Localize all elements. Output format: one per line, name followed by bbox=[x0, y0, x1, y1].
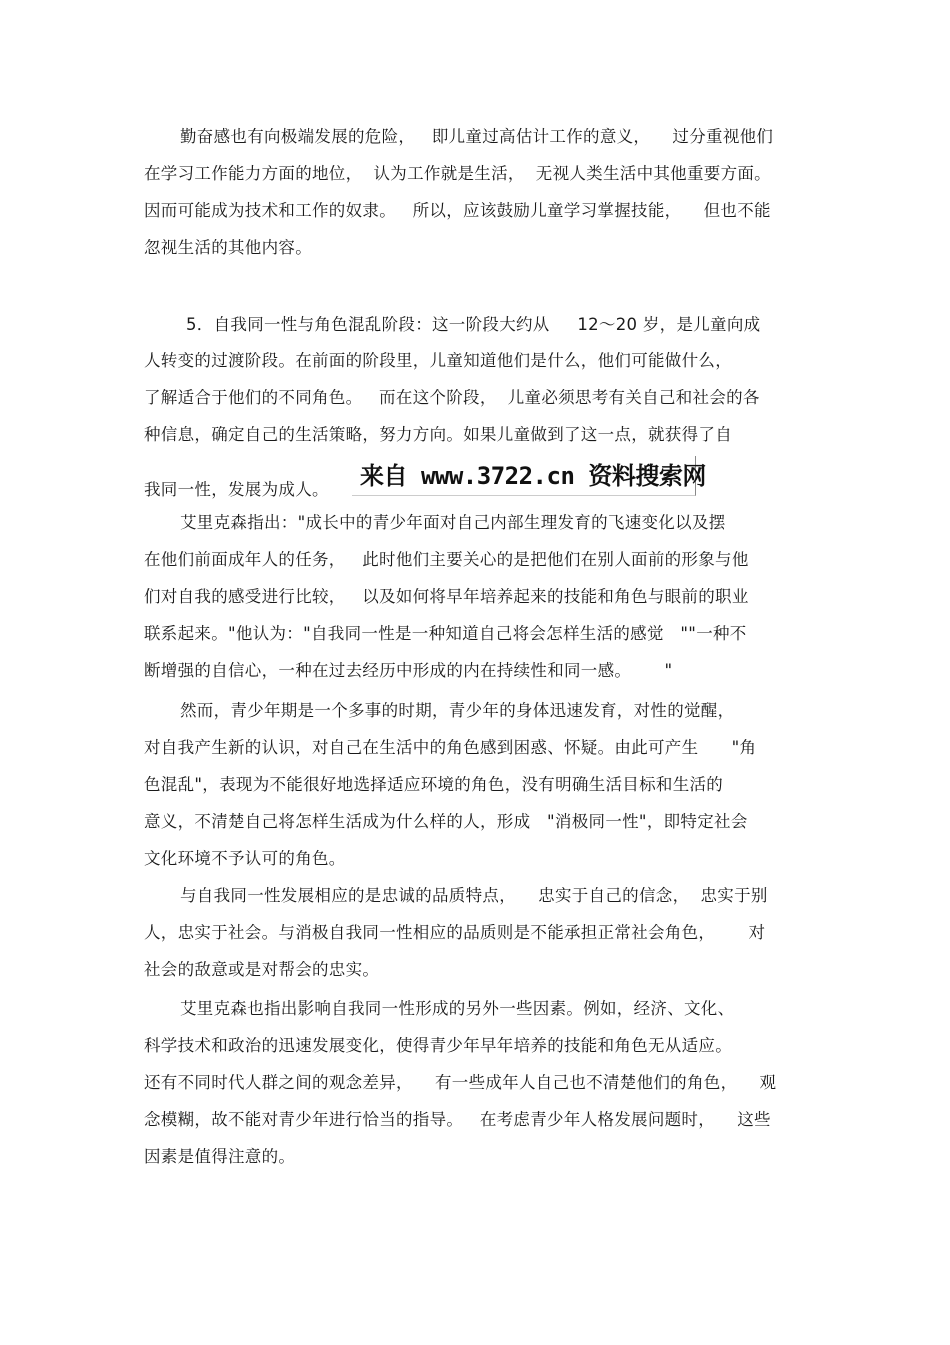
text-line-19: 文化环境不予认可的角色。 bbox=[144, 849, 346, 868]
text-line-25: 还有不同时代人群之间的观念差异， 有一些成年人自己也不清楚他们的角色， 观 bbox=[144, 1073, 777, 1092]
watermark-banner: 来自 www.3722.cn 资料搜索网 bbox=[352, 456, 696, 496]
text-line-17: 色混乱"，表现为不能很好地选择适应环境的角色，没有明确生活目标和生活的 bbox=[144, 775, 724, 794]
text-line-2: 在学习工作能力方面的地位， 认为工作就是生活， 无视人类生活中其他重要方面。 bbox=[144, 164, 771, 183]
text-line-14: 断增强的自信心，一种在过去经历中形成的内在持续性和同一感。 " bbox=[144, 661, 673, 680]
text-line-22: 社会的敌意或是对帮会的忠实。 bbox=[144, 960, 380, 979]
text-line-5: 5．自我同一性与角色混乱阶段：这一阶段大约从 12～20 岁，是儿童向成 bbox=[186, 315, 761, 334]
text-line-18: 意义，不清楚自己将怎样生活成为什么样的人，形成 "消极同一性"，即特定社会 bbox=[144, 812, 748, 831]
text-line-23: 艾里克森也指出影响自我同一性形成的另外一些因素。例如，经济、文化、 bbox=[180, 999, 735, 1018]
text-line-7: 了解适合于他们的不同角色。 而在这个阶段， 儿童必须思考有关自己和社会的各 bbox=[144, 388, 760, 407]
text-line-4: 忽视生活的其他内容。 bbox=[144, 238, 312, 257]
text-line-6: 人转变的过渡阶段。在前面的阶段里，儿童知道他们是什么，他们可能做什么， bbox=[144, 351, 732, 370]
text-line-15: 然而，青少年期是一个多事的时期，青少年的身体迅速发育，对性的觉醒， bbox=[180, 701, 735, 720]
text-line-10: 艾里克森指出："成长中的青少年面对自己内部生理发育的飞速变化以及摆 bbox=[180, 513, 726, 532]
text-line-16: 对自我产生新的认识，对自己在生活中的角色感到困惑、怀疑。由此可产生 "角 bbox=[144, 738, 757, 757]
text-line-26: 念模糊，故不能对青少年进行恰当的指导。 在考虑青少年人格发展问题时， 这些 bbox=[144, 1110, 771, 1129]
text-line-3: 因而可能成为技术和工作的奴隶。 所以，应该鼓励儿童学习掌握技能， 但也不能 bbox=[144, 201, 771, 220]
text-line-21: 人，忠实于社会。与消极自我同一性相应的品质则是不能承担正常社会角色， 对 bbox=[144, 923, 766, 942]
text-line-20: 与自我同一性发展相应的是忠诚的品质特点， 忠实于自己的信念， 忠实于别 bbox=[180, 886, 768, 905]
text-line-12: 们对自我的感受进行比较， 以及如何将早年培养起来的技能和角色与眼前的职业 bbox=[144, 587, 749, 606]
text-line-1: 勤奋感也有向极端发展的危险， 即儿童过高估计工作的意义， 过分重视他们 bbox=[180, 127, 774, 146]
text-line-11: 在他们前面成年人的任务， 此时他们主要关心的是把他们在别人面前的形象与他 bbox=[144, 550, 749, 569]
text-line-27: 因素是值得注意的。 bbox=[144, 1147, 296, 1166]
text-line-24: 科学技术和政治的迅速发展变化，使得青少年早年培养的技能和角色无从适应。 bbox=[144, 1036, 732, 1055]
text-line-13: 联系起来。"他认为："自我同一性是一种知道自己将会怎样生活的感觉 ""一种不 bbox=[144, 624, 747, 643]
text-line-8: 种信息，确定自己的生活策略，努力方向。如果儿童做到了这一点，就获得了自 bbox=[144, 425, 732, 444]
text-line-9: 我同一性，发展为成人。 bbox=[144, 480, 329, 499]
